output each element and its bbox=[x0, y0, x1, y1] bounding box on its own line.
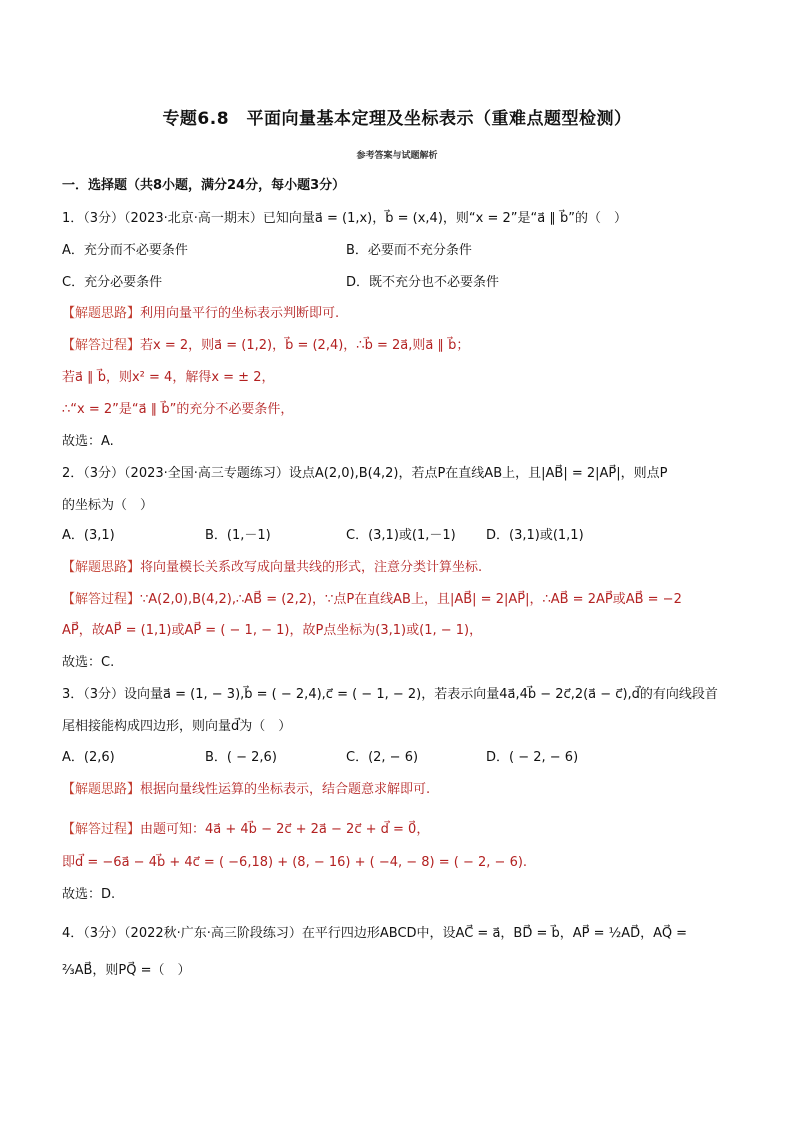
question-1-idea bbox=[62, 305, 339, 323]
question-1-process bbox=[62, 337, 469, 355]
question-4-stem-line-2: ⅔AB⃗，则PQ⃗ =（ ） bbox=[62, 963, 191, 978]
process-text: ∵A(2,0),B(4,2),∴AB⃗ = (2,2)，∵点P在直线AB上，且|AB⃗| = 2|AP⃗|，∴AB⃗ = 2AP⃗或AB⃗ = −2 bbox=[140, 592, 682, 607]
idea-tag: 【解题思路】 bbox=[62, 782, 141, 797]
question-1-option-c: C．充分必要条件 bbox=[62, 275, 163, 290]
question-3-stem: 3．（3分）设向量a⃗ = (1, − 3),b⃗ = ( − 2,4),c⃗ = ( − 1, − 2)，若表示向量4a⃗,4b⃗ − 2c⃗,2(a⃗ − c⃗),d⃗的有向线段首 bbox=[62, 687, 718, 702]
question-2-option-d: D．(3,1)或(1,1) bbox=[486, 528, 584, 543]
idea-text: 根据向量线性运算的坐标表示，结合题意求解即可. bbox=[140, 782, 431, 797]
idea-text: 利用向量平行的坐标表示判断即可. bbox=[140, 306, 340, 321]
question-2-idea bbox=[62, 559, 482, 577]
question-2-stem: 2．（3分）（2023·全国·高三专题练习）设点A(2,0),B(4,2)，若点P在直线AB上，且|AB⃗| = 2|AP⃗|，则点P bbox=[62, 466, 668, 481]
question-1-option-d: D．既不充分也不必要条件 bbox=[346, 275, 500, 290]
process-tag: 【解答过程】 bbox=[62, 592, 141, 607]
question-3-idea bbox=[62, 781, 430, 799]
question-1-answer: 故选：A. bbox=[62, 434, 114, 449]
question-2-option-c: C．(3,1)或(1,－1) bbox=[346, 528, 456, 543]
question-1-stem: 1．（3分）（2023·北京·高一期末）已知向量a⃗ = (1,x)，b⃗ = (x,4)，则“x = 2”是“a⃗ ∥ b⃗”的（ ） bbox=[62, 211, 627, 226]
idea-tag: 【解题思路】 bbox=[62, 560, 141, 575]
page-title: 专题6.8 平面向量基本定理及坐标表示（重难点题型检测） bbox=[162, 109, 632, 129]
question-3-option-a: A．(2,6) bbox=[62, 750, 115, 765]
question-2-option-a: A．(3,1) bbox=[62, 528, 115, 543]
page-subtitle: 参考答案与试题解析 bbox=[356, 151, 438, 161]
process-text: 若x = 2，则a⃗ = (1,2)，b⃗ = (2,4)，∴b⃗ = 2a⃗,则a⃗ ∥ b⃗； bbox=[140, 338, 470, 353]
question-3-process-line-2: 即d⃗ = −6a⃗ − 4b⃗ + 4c⃗ = ( −6,18) + (8, − 16) + ( −4, − 8) = ( − 2, − 6). bbox=[62, 855, 528, 870]
question-3-option-d: D．( − 2, − 6) bbox=[486, 750, 579, 765]
question-2-process bbox=[62, 591, 682, 609]
question-1-option-b: B．必要而不充分条件 bbox=[346, 243, 472, 258]
process-tag: 【解答过程】 bbox=[62, 338, 141, 353]
question-3-option-b: B．( − 2,6) bbox=[205, 750, 277, 765]
question-1-process-line-2: 若a⃗ ∥ b⃗，则x² = 4，解得x = ± 2， bbox=[62, 370, 275, 385]
question-3-answer: 故选：D. bbox=[62, 887, 116, 902]
process-text: 由题可知：4a⃗ + 4b⃗ − 2c⃗ + 2a⃗ − 2c⃗ + d⃗ = 0⃗， bbox=[140, 822, 430, 837]
section-heading: 一．选择题（共8小题，满分24分，每小题3分） bbox=[62, 178, 346, 193]
question-3-process bbox=[62, 821, 429, 839]
question-2-stem-line-2: 的坐标为（ ） bbox=[62, 498, 154, 513]
process-tag: 【解答过程】 bbox=[62, 822, 141, 837]
question-3-option-c: C．(2, − 6) bbox=[346, 750, 419, 765]
question-2-option-b: B．(1,－1) bbox=[205, 528, 271, 543]
question-2-answer: 故选：C. bbox=[62, 655, 115, 670]
question-2-process-line-2: AP⃗，故AP⃗ = (1,1)或AP⃗ = ( − 1, − 1)，故P点坐标为(3,1)或(1, − 1)， bbox=[62, 623, 483, 638]
idea-tag: 【解题思路】 bbox=[62, 306, 141, 321]
idea-text: 将向量模长关系改写成向量共线的形式，注意分类计算坐标. bbox=[140, 560, 483, 575]
question-1-option-a: A．充分而不必要条件 bbox=[62, 243, 188, 258]
question-1-process-line-3: ∴“x = 2”是“a⃗ ∥ b⃗”的充分不必要条件， bbox=[62, 402, 294, 417]
question-3-stem-line-2: 尾相接能构成四边形，则向量d⃗为（ ） bbox=[62, 719, 292, 734]
question-4-stem: 4．（3分）（2022秋·广东·高三阶段练习）在平行四边形ABCD中，设AC⃗ = a⃗，BD⃗ = b⃗，AP⃗ = ½AD⃗，AQ⃗ = bbox=[62, 926, 688, 941]
